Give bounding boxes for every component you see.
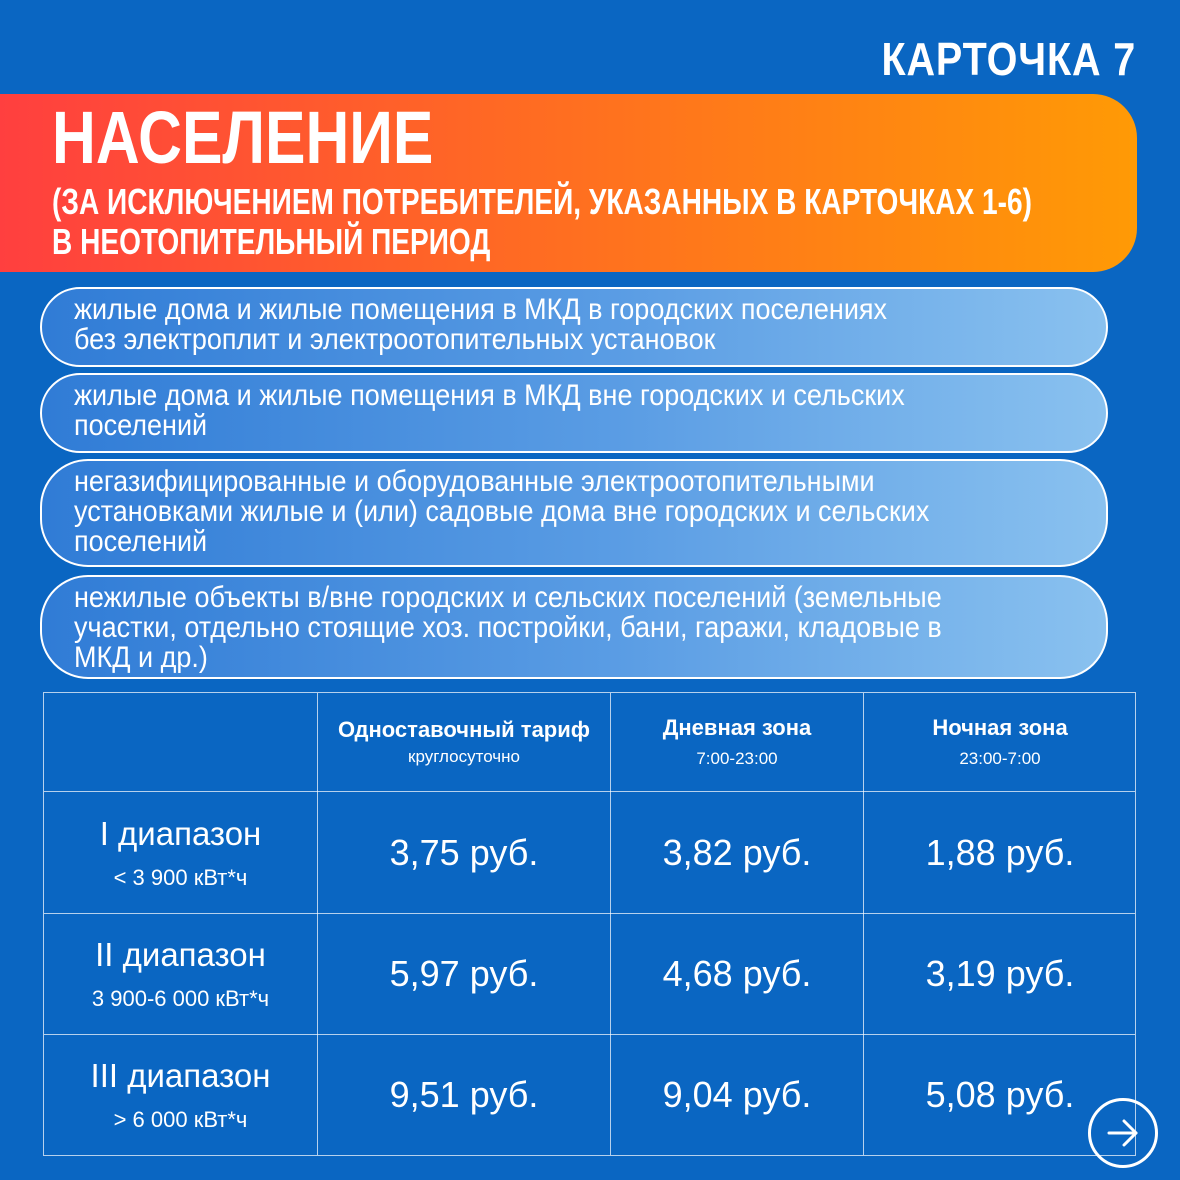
category-3-line-1: негазифицированные и оборудованные электроотопительными — [74, 465, 875, 498]
category-pill-3 — [40, 459, 1108, 567]
category-4-line-2: участки, отдельно стоящие хоз. постройки, бани, гаражи, кладовые в — [74, 611, 942, 644]
category-4-line-1: нежилые объекты в/вне городских и сельских поселений (земельные — [74, 581, 942, 614]
header-night-zone — [864, 693, 1136, 791]
price-night-zone: 1,88 руб. — [925, 831, 1075, 873]
page-title: НАСЕЛЕНИЕ — [52, 96, 434, 179]
tariff-table — [43, 692, 1136, 1156]
category-pill-2 — [40, 373, 1108, 453]
table-row-label — [44, 914, 317, 1034]
header-day-zone-title: Дневная зона — [662, 715, 812, 740]
header-day-zone — [611, 693, 863, 791]
price-single-rate: 5,97 руб. — [389, 953, 539, 994]
category-3-line-2: установками жилые и (или) садовые дома вне городских и сельских — [74, 495, 930, 528]
price-day-zone: 9,04 руб. — [662, 1074, 812, 1115]
header-night-zone-title: Ночная зона — [932, 715, 1068, 740]
category-3-line-3: поселений — [74, 525, 208, 558]
category-1-line-1: жилые дома и жилые помещения в МКД в городских поселениях — [74, 293, 888, 326]
next-card-button[interactable] — [1088, 1098, 1158, 1168]
category-2-line-2: поселений — [74, 409, 208, 442]
range-name: I диапазон — [99, 814, 262, 852]
header-single-rate-title: Одноставочный тариф — [337, 717, 591, 742]
range-name: III диапазон — [90, 1057, 271, 1094]
card-number-label: КАРТОЧКА 7 — [881, 33, 1136, 85]
table-row-label — [44, 1035, 317, 1155]
price-day-zone: 4,68 руб. — [662, 953, 812, 994]
table-row-label — [44, 792, 317, 913]
subtitle-line-2: В НЕОТОПИТЕЛЬНЫЙ ПЕРИОД — [52, 221, 491, 262]
header-day-zone-sub: 7:00-23:00 — [696, 749, 778, 768]
category-4-line-3: МКД и др.) — [74, 641, 208, 674]
price-single-rate: 9,51 руб. — [389, 1074, 539, 1115]
arrow-right-icon — [1103, 1113, 1143, 1153]
price-single-rate: 3,75 руб. — [389, 831, 539, 873]
range-limit: 3 900-6 000 кВт*ч — [91, 986, 270, 1011]
range-limit: > 6 000 кВт*ч — [113, 1107, 248, 1132]
range-limit: < 3 900 кВт*ч — [113, 864, 248, 890]
header-single-rate-sub: круглосуточно — [408, 747, 520, 766]
header-night-zone-sub: 23:00-7:00 — [959, 749, 1041, 768]
subtitle-line-1: (ЗА ИСКЛЮЧЕНИЕМ ПОТРЕБИТЕЛЕЙ, УКАЗАННЫХ В КАРТОЧКАХ 1-6) — [52, 181, 1032, 222]
price-day-zone: 3,82 руб. — [662, 831, 812, 873]
category-2-line-1: жилые дома и жилые помещения в МКД вне городских и сельских — [74, 379, 905, 412]
header-single-rate — [318, 693, 610, 791]
category-1-line-2: без электроплит и электроотопительных установок — [74, 323, 716, 356]
category-pill-1 — [40, 287, 1108, 367]
price-night-zone: 5,08 руб. — [925, 1074, 1075, 1115]
price-night-zone: 3,19 руб. — [925, 953, 1075, 994]
page-subtitle — [52, 182, 1032, 262]
category-pill-4 — [40, 575, 1108, 679]
range-name: II диапазон — [95, 936, 266, 973]
